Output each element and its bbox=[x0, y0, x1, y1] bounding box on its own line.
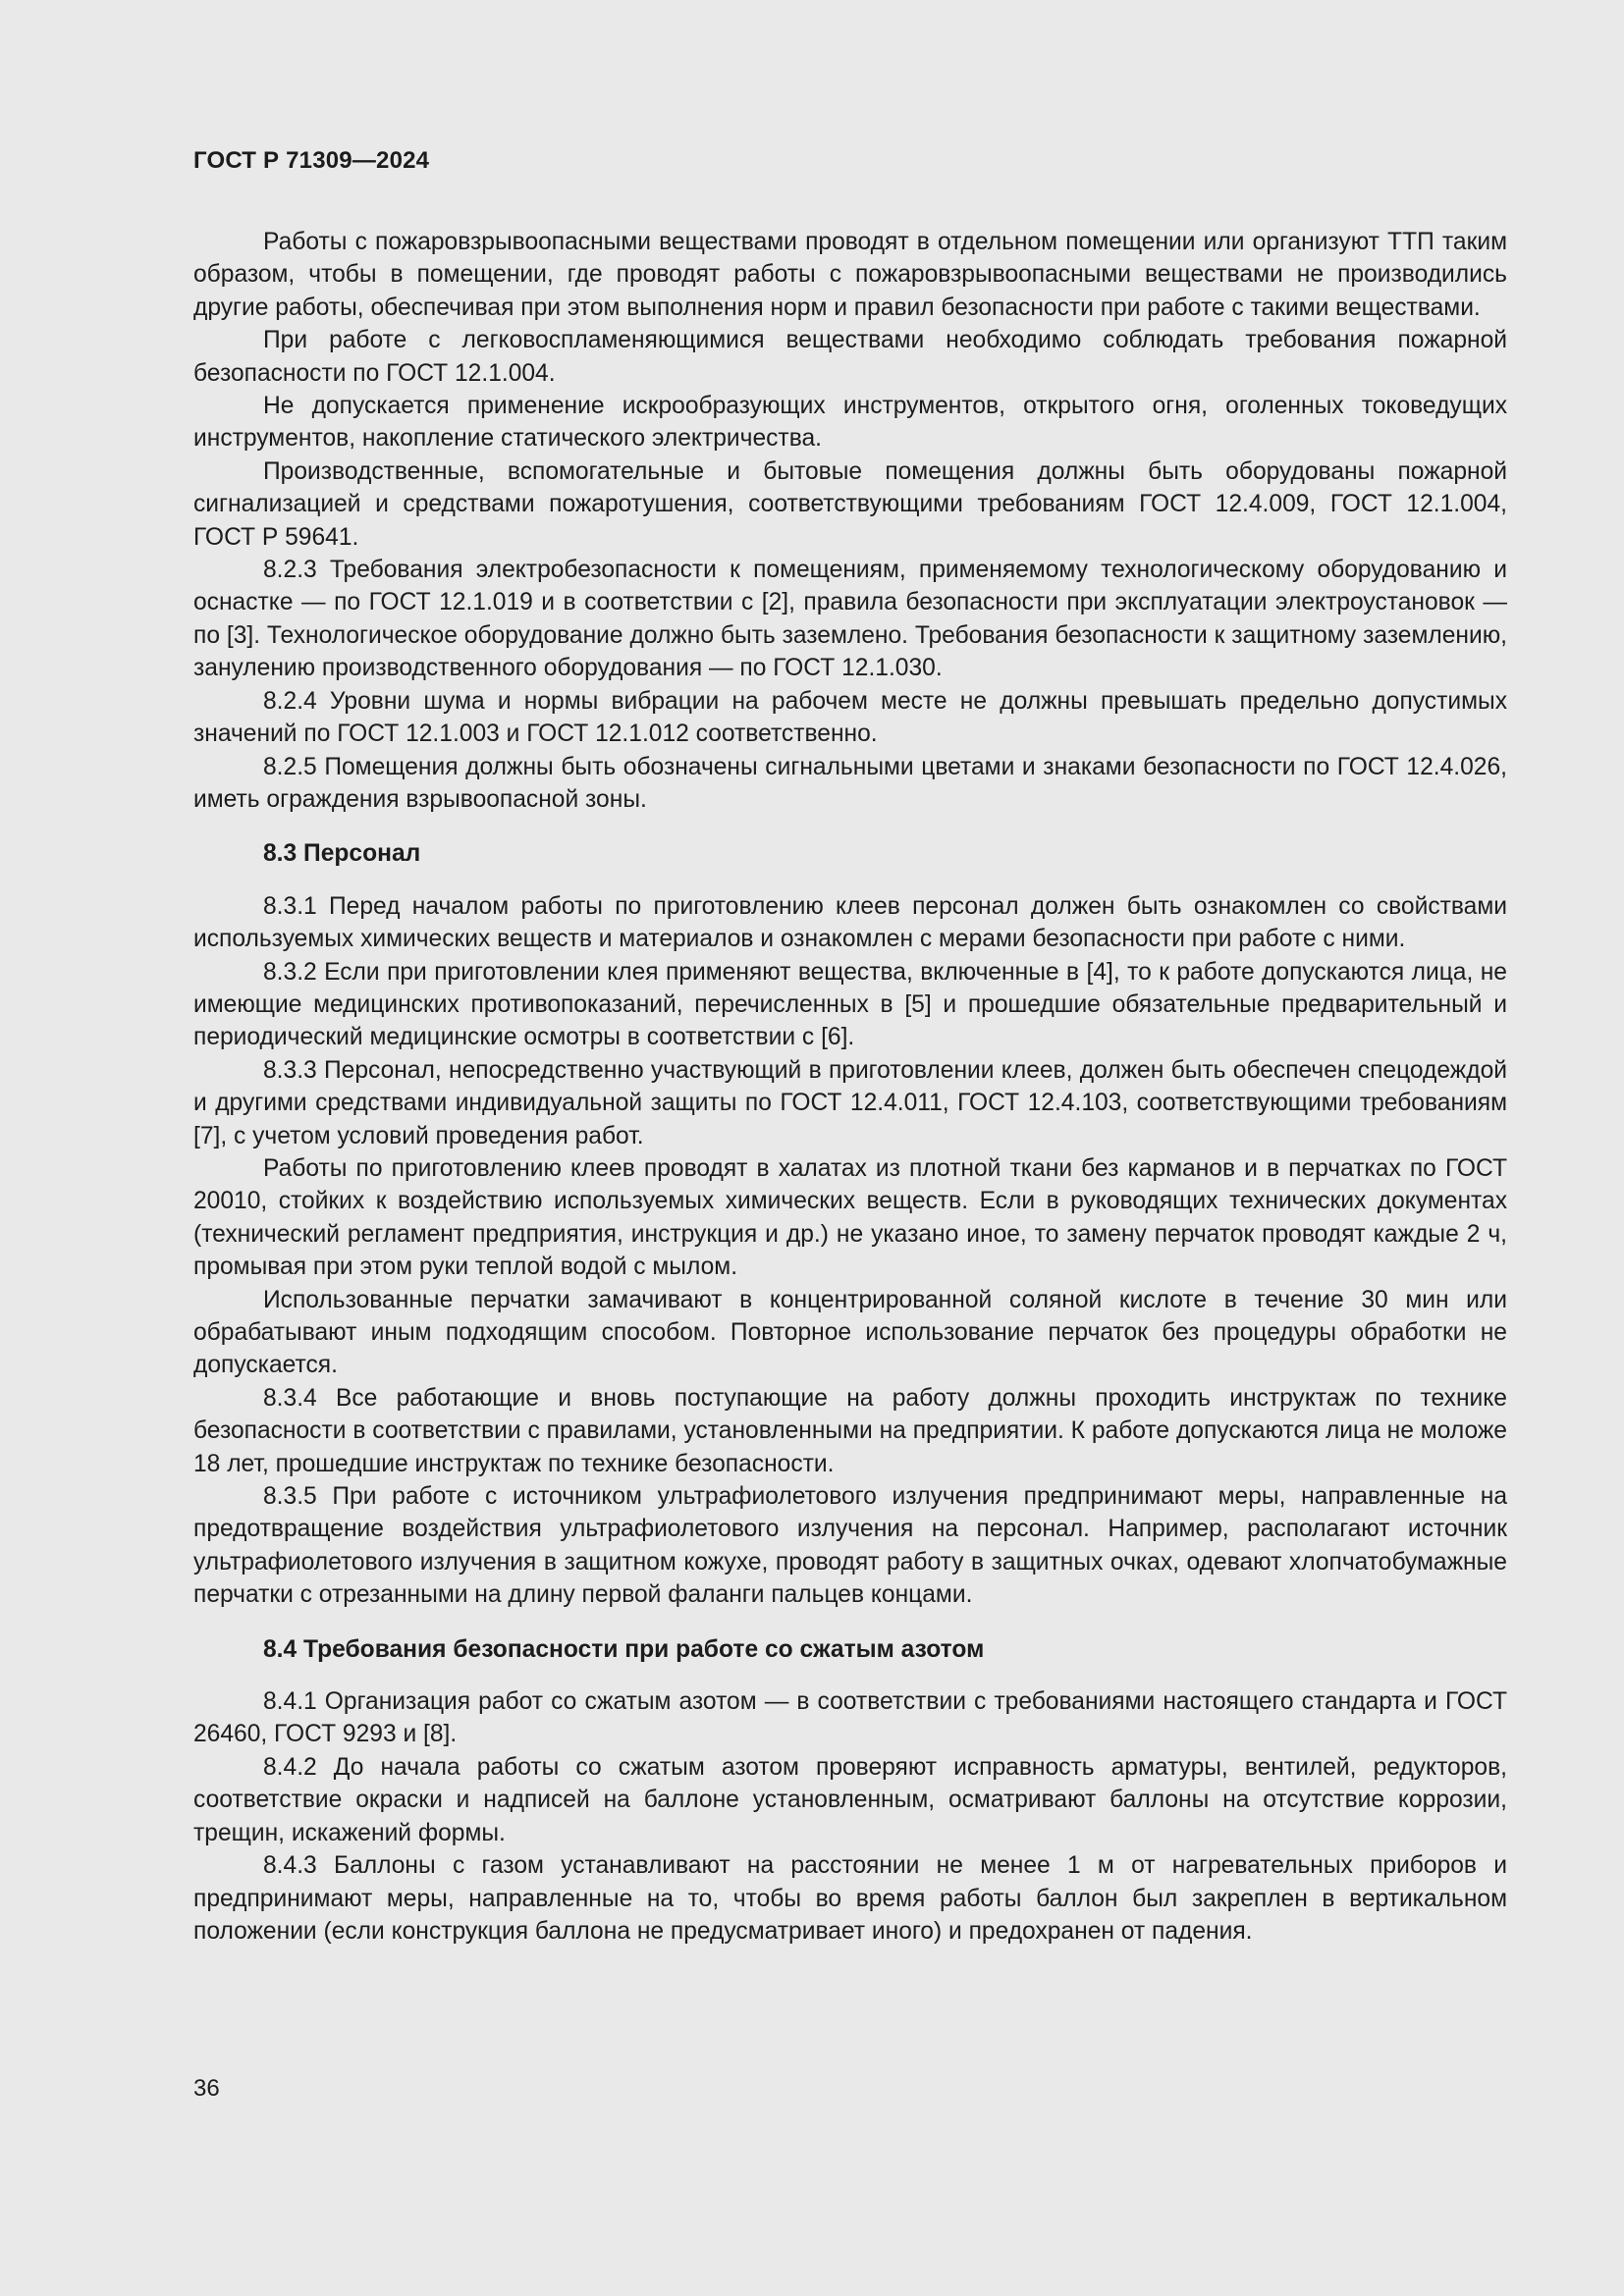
page-number: 36 bbox=[193, 2075, 220, 2102]
paragraph-fire-hazard-rooms: Работы с пожаровзрывоопасными веществами проводят в отдельном помещении или организуют ТТП таким образом, чтобы в помещении, где проводят работы с пожаровзрывоопасными веществами не производились другие работы, обеспечивая при этом выполнения норм и правил безопасности при работе с такими веществами. bbox=[193, 229, 1507, 321]
paragraph-8-3-1: 8.3.1 Перед началом работы по приготовлению клеев персонал должен быть ознакомлен со свойствами используемых химических веществ и материалов и ознакомлен с мерами безопасности при работе с ними. bbox=[193, 892, 1507, 953]
paragraph-8-2-4: 8.2.4 Уровни шума и нормы вибрации на рабочем месте не должны превышать предельно допустимых значений по ГОСТ 12.1.003 и ГОСТ 12.1.012 соответственно. bbox=[193, 687, 1507, 748]
paragraph-8-3-4: 8.3.4 Все работающие и вновь поступающие на работу должны проходить инструктаж по технике безопасности в соответствии с правилами, установленными на предприятии. К работе допускаются лица не моложе 18 лет, прошедшие инструктаж по технике безопасности. bbox=[193, 1384, 1507, 1477]
paragraph-8-3-2: 8.3.2 Если при приготовлении клея применяют вещества, включенные в [4], то к работе допускаются лица, не имеющие медицинских противопоказаний, перечисленных в [5] и прошедшие обязательные предварительный и периодический медицинские осмотры в соответствии с [6]. bbox=[193, 958, 1507, 1051]
paragraph-8-4-3: 8.4.3 Баллоны с газом устанавливают на расстоянии не менее 1 м от нагревательных приборов и предпринимают меры, направленные на то, чтобы во время работы баллон был закреплен в вертикальном положении (если конструкция баллона не предусматривает иного) и предохранен от падения. bbox=[193, 1852, 1507, 1945]
document-body bbox=[193, 226, 1507, 1948]
paragraph-spark-tools: Не допускается применение искрообразующих инструментов, открытого огня, оголенных токоведущих инструментов, накопление статического электричества. bbox=[193, 393, 1507, 453]
document-code-header: ГОСТ Р 71309—2024 bbox=[193, 147, 430, 174]
paragraph-used-gloves: Использованные перчатки замачивают в концентрированной соляной кислоте в течение 30 мин или обрабатывают иным подходящим способом. Повторное использование перчаток без процедуры обработки не допускается. bbox=[193, 1286, 1507, 1379]
section-heading-8-3: 8.3 Персонал bbox=[263, 840, 421, 868]
paragraph-8-3-5: 8.3.5 При работе с источником ультрафиолетового излучения предпринимают меры, направленные на предотвращение воздействия ультрафиолетового излучения на персонал. Например, располагают источник ультрафиолетового излучения в защитном кожухе, проводят работу в защитных очках, одевают хлопчатобумажные перчатки с отрезанными на длину первой фаланги пальцев концами. bbox=[193, 1483, 1507, 1609]
paragraph-fire-alarm: Производственные, вспомогательные и бытовые помещения должны быть оборудованы пожарной сигнализацией и средствами пожаротушения, соответствующими требованиям ГОСТ 12.4.009, ГОСТ 12.1.004, ГОСТ Р 59641. bbox=[193, 457, 1507, 551]
paragraph-8-3-3: 8.3.3 Персонал, непосредственно участвующий в приготовлении клеев, должен быть обеспечен спецодеждой и другими средствами индивидуальной защиты по ГОСТ 12.4.011, ГОСТ 12.4.103, соответствующими требованиям [7], с учетом условий проведения работ. bbox=[193, 1056, 1507, 1149]
paragraph-8-4-2: 8.4.2 До начала работы со сжатым азотом проверяют исправность арматуры, вентилей, редукторов, соответствие окраски и надписей на баллоне установленным, осматривают баллоны на отсутствие коррозии, трещин, искажений формы. bbox=[193, 1753, 1507, 1846]
paragraph-8-2-3: 8.2.3 Требования электробезопасности к помещениям, применяемому технологическому оборудованию и оснастке — по ГОСТ 12.1.019 и в соответствии с [2], правила безопасности при эксплуатации электроустановок — по [3]. Технологическое оборудование должно быть заземлено. Требования безопасности к защитному заземлению, занулению производственного оборудования — по ГОСТ 12.1.030. bbox=[193, 557, 1507, 682]
paragraph-gloves: Работы по приготовлению клеев проводят в халатах из плотной ткани без карманов и в перчатках по ГОСТ 20010, стойких к воздействию используемых химических веществ. Если в руководящих технических документах (технический регламент предприятия, инструкция и др.) не указано иное, то замену перчаток проводят каждые 2 ч, промывая при этом руки теплой водой с мылом. bbox=[193, 1154, 1507, 1281]
section-heading-8-4: 8.4 Требования безопасности при работе со сжатым азотом bbox=[263, 1635, 985, 1663]
paragraph-flammable-substances: При работе с легковоспламеняющимися веществами необходимо соблюдать требования пожарной безопасности по ГОСТ 12.1.004. bbox=[193, 327, 1507, 387]
paragraph-8-4-1: 8.4.1 Организация работ со сжатым азотом — в соответствии с требованиями настоящего стандарта и ГОСТ 26460, ГОСТ 9293 и [8]. bbox=[193, 1688, 1507, 1748]
paragraph-8-2-5: 8.2.5 Помещения должны быть обозначены сигнальными цветами и знаками безопасности по ГОСТ 12.4.026, иметь ограждения взрывоопасной зоны. bbox=[193, 753, 1507, 813]
